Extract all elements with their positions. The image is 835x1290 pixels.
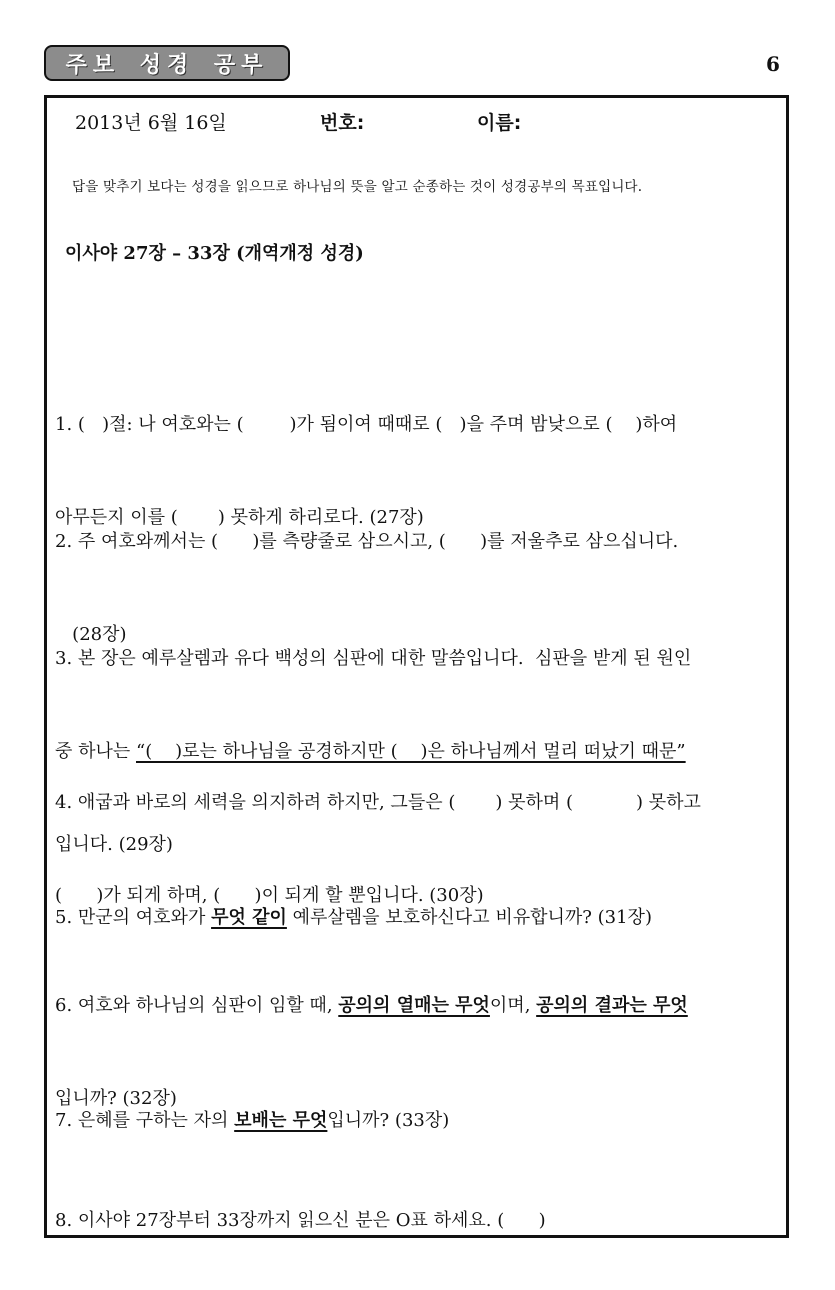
question-7-underlined-phrase: 보배는 무엇 (234, 1110, 328, 1131)
question-4-line-1: 4. 애굽과 바로의 세력을 의지하려 하지만, 그들은 ( ) 못하며 ( ) 못하고 (55, 792, 701, 813)
intro-text: 답을 맞추기 보다는 성경을 읽으므로 하나님의 뜻을 알고 순종하는 것이 성경공부의 목표입니다. (72, 179, 643, 195)
header-tab (44, 45, 290, 81)
question-3-underlined-phrase: “( )로는 하나님을 공경하지만 ( )은 하나님께서 멀리 떠났기 때문” (136, 741, 686, 762)
section-title: 이사야 27장 – 33장 (개역개정 성경) (65, 243, 364, 264)
question-6-underlined-phrase-2: 공의의 결과는 무엇 (536, 995, 688, 1016)
question-2-line-1: 2. 주 여호와께서는 ( )를 측량줄로 삼으시고, ( )를 저울추로 삼으십니다. (55, 531, 679, 552)
number-label: 번호: (320, 112, 365, 134)
question-5-underlined-phrase: 무엇 같이 (211, 907, 287, 928)
question-6-prefix: 6. 여호와 하나님의 심판이 임할 때, (55, 995, 339, 1016)
question-1-line-1: 1. ( )절: 나 여호와는 ( )가 됨이여 때때로 ( )을 주며 밤낮으로 ( )하여 (55, 414, 678, 435)
question-6-underlined-phrase-1: 공의의 열매는 무엇 (338, 995, 490, 1016)
question-8 (55, 1143, 781, 1267)
question-8-line: 8. 이사야 27장부터 33장까지 읽으신 분은 O표 하세요. ( ) (55, 1210, 546, 1231)
question-4-line-2: ( )가 되게 하며, ( )이 되게 할 뿐입니다. (30장) (55, 885, 484, 906)
question-7-suffix: 입니까? (33장) (327, 1110, 450, 1131)
question-3-line-3: 입니다. (29장) (55, 834, 173, 855)
question-7-line (55, 1105, 781, 1136)
question-7-prefix: 7. 은혜를 구하는 자의 (55, 1110, 235, 1131)
date-field: 2013년 6월 16일 (75, 112, 227, 134)
name-label: 이름: (477, 112, 522, 134)
question-3-line-2-prefix: 중 하나는 (55, 741, 136, 762)
header-title: 주보 성경 공부 (65, 52, 269, 78)
question-6-middle: 이며, (489, 995, 537, 1016)
question-1-line-2: 아무든지 이를 ( ) 못하게 하리로다. (27장) (55, 507, 424, 528)
question-3-line-1: 3. 본 장은 예루살렘과 유다 백성의 심판에 대한 말씀입니다. 심판을 받게 된 원인 (55, 648, 692, 669)
question-5-prefix: 5. 만군의 여호와가 (55, 907, 212, 928)
question-6-line-1 (55, 990, 781, 1021)
question-5-suffix: 예루살렘을 보호하신다고 비유합니까? (31장) (286, 907, 652, 928)
question-6-line-2: 입니까? (32장) (55, 1088, 177, 1109)
page-number: 6 (766, 52, 780, 76)
question-2-line-2: (28장) (55, 624, 127, 645)
